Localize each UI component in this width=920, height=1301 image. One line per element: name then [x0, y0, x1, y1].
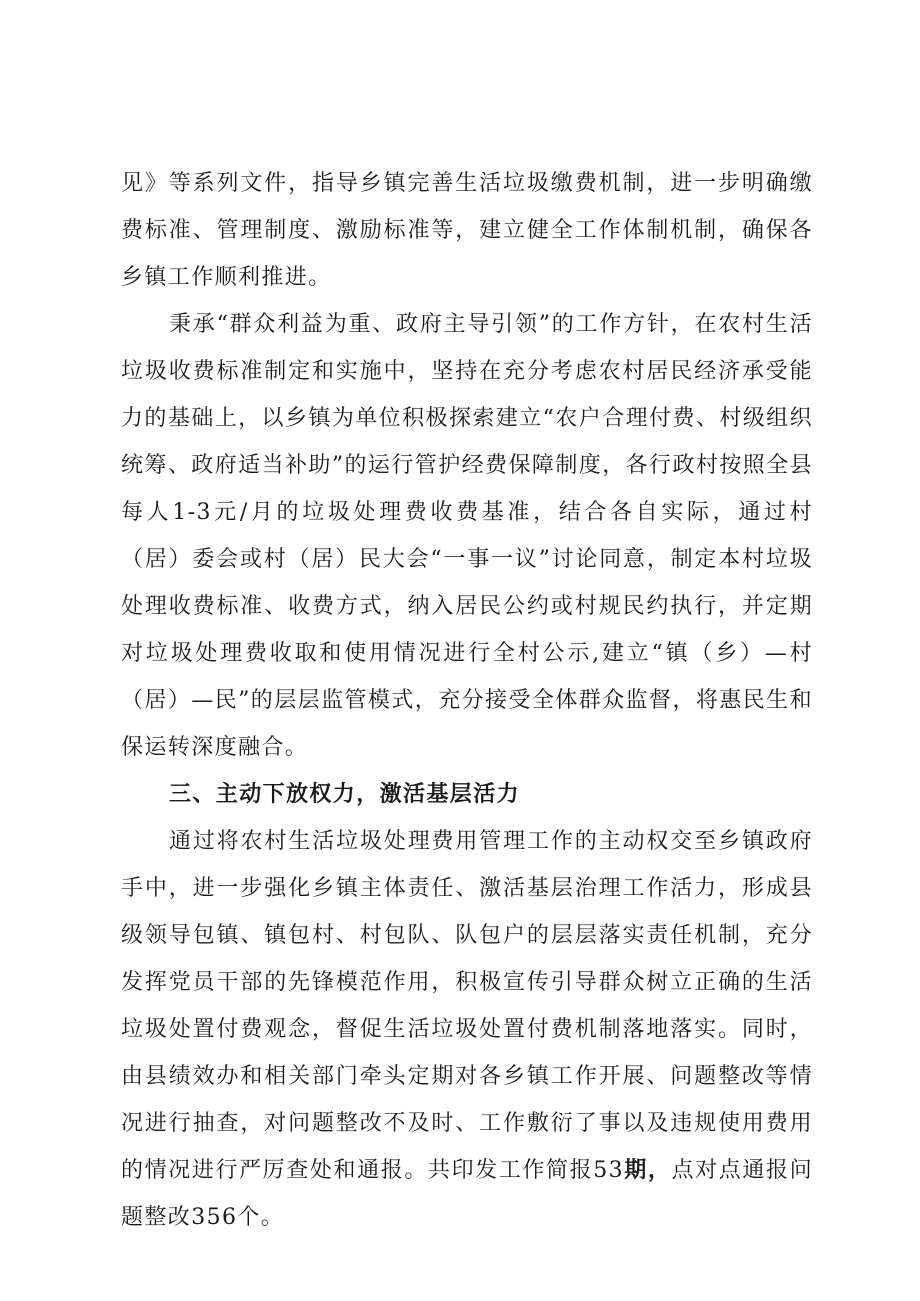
paragraph-2: 秉承“群众利益为重、政府主导引领”的工作方针，在农村生活垃圾收费标准制定和实施中，坚持在充分考虑农村居民经济承受能力的基础上，以乡镇为单位积极探索建立“农户合理付费、村级组织统筹、政府适当补助”的运行管护经费保障制度，各行政村按照全县每人1-3元/月的垃圾处理费收费基准，结合各自实际，通过村（居）委会或村（居）民大会“一事一议”讨论同意，制定本村垃圾处理收费标准、收费方式，纳入居民公约或村规民约执行，并定期对垃圾处理费收取和使用情况进行全村公示,建立“镇（乡）—村（居）—民”的层层监管模式，充分接受全体群众监督，将惠民生和保运转深度融合。	[121, 312, 813, 760]
paragraph-3-text-a: 通过将农村生活垃圾处理费用管理工作的主动权交至乡镇政府手中，进一步强化乡镇主体责任、激活基层治理工作活力，形成县级领导包镇、镇包村、村包队、队包户的层层落实责任机制，充分发挥党员干部的先锋模范作用，积极宣传引导群众树立正确的生活垃圾处置付费观念，督促生活垃圾处置付费机制落地落实。同时，由县绩效办和相关部门牵头定期对各乡镇工作开展、问题整改等情况进行抽查，对问题整改不及时、工作敷衍了事以及违规使用费用的情况进行严厉查处和通报。共印发工作简报53	[121, 829, 813, 1183]
document-body	[121, 160, 813, 1241]
paragraph-1: 见》等系列文件，指导乡镇完善生活垃圾缴费机制，进一步明确缴费标准、管理制度、激励标准等，建立健全工作体制机制，确保各乡镇工作顺利推进。	[121, 171, 813, 290]
paragraph-3-bold-text: 期，	[624, 1157, 672, 1183]
section-heading-3: 三、主动下放权力，激活基层活力	[169, 782, 521, 807]
paragraph-3-text-b: 点对点通报问题整改356个。	[121, 1158, 814, 1230]
paragraph-3	[121, 818, 813, 1241]
